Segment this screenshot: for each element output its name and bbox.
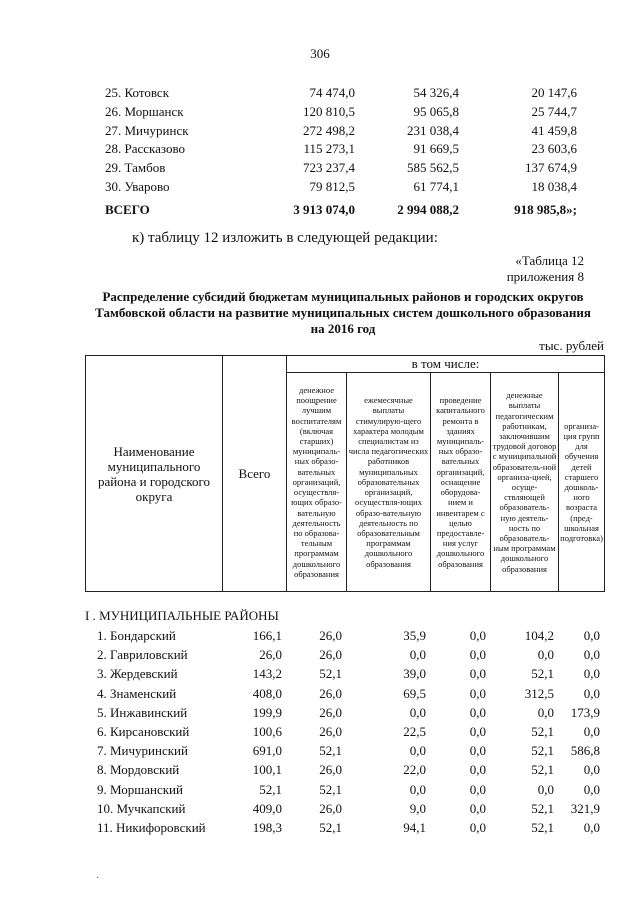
value-cell: 0,0 xyxy=(469,704,486,720)
total-cell: 52,1 xyxy=(259,781,282,797)
district-name: 1. Бондарский xyxy=(97,628,176,643)
district-name: 11. Никифоровский xyxy=(97,820,206,836)
value-cell: 231 038,4 xyxy=(407,122,459,138)
total-cell: 409,0 xyxy=(252,800,282,816)
total-cell: 26,0 xyxy=(259,647,282,663)
value-cell: 0,0 xyxy=(409,704,426,720)
value-cell: 22,0 xyxy=(403,762,426,778)
value-cell: 0,0 xyxy=(583,762,601,778)
value-cell: 52,1 xyxy=(319,781,342,797)
city-name: ВСЕГО xyxy=(105,201,150,217)
value-cell: 0,0 xyxy=(409,781,426,797)
city-name: 27. Мичуринск xyxy=(105,122,189,138)
table-title-line1: Распределение субсидий бюджетам муниципальных районов и городских округов xyxy=(102,289,584,304)
value-cell: 312,5 xyxy=(524,685,554,701)
value-cell: 0,0 xyxy=(409,743,426,759)
value-cell: 137 674,9 xyxy=(525,160,577,176)
value-cell: 585 562,5 xyxy=(407,160,459,176)
value-cell: 0,0 xyxy=(537,781,554,797)
value-cell: 0,0 xyxy=(469,820,486,836)
value-cell: 23 603,6 xyxy=(531,141,577,157)
amendment-instruction: к) таблицу 12 изложить в следующей редакции: xyxy=(132,230,438,246)
value-cell: 26,0 xyxy=(319,704,342,720)
table-row xyxy=(85,664,604,683)
total-cell: 100,6 xyxy=(252,724,282,740)
value-cell: 272 498,2 xyxy=(303,122,355,138)
value-cell: 54 326,4 xyxy=(413,85,459,100)
value-cell: 9,0 xyxy=(409,800,426,816)
table-reference-line2: приложения 8 xyxy=(506,269,584,284)
value-cell: 918 985,8»; xyxy=(514,201,577,217)
value-cell: 0,0 xyxy=(469,647,486,663)
header-including: в том числе: xyxy=(287,356,605,373)
value-cell: 39,0 xyxy=(403,666,426,682)
table-title xyxy=(60,289,626,337)
value-cell: 0,0 xyxy=(583,666,601,682)
table-row xyxy=(85,645,604,664)
section-title: I . МУНИЦИПАЛЬНЫЕ РАЙОНЫ xyxy=(85,608,279,624)
district-name: 3. Жердевский xyxy=(97,666,178,682)
table-row xyxy=(105,159,577,178)
district-name: 10. Мучкапский xyxy=(97,800,186,816)
value-cell: 321,9 xyxy=(570,800,601,816)
value-cell: 52,1 xyxy=(531,820,554,836)
table-row xyxy=(85,722,604,741)
header-sub-column: организа-ция групп для обучения детей старшего дошколь-ного возраста (пред-школьная подготовка) xyxy=(559,373,605,592)
value-cell: 52,1 xyxy=(531,762,554,778)
header-name-column: Наименование муниципального района и городского округа xyxy=(86,356,223,592)
total-cell: 166,1 xyxy=(252,628,282,643)
value-cell: 0,0 xyxy=(537,704,554,720)
value-cell: 0,0 xyxy=(469,743,486,759)
value-cell: 18 038,4 xyxy=(531,178,577,194)
table-reference-line1: «Таблица 12 xyxy=(515,253,584,268)
value-cell: 52,1 xyxy=(319,820,342,836)
value-cell: 74 474,0 xyxy=(309,85,355,100)
table-title-line2: Тамбовской области на развитие муниципальных систем дошкольного образования xyxy=(95,305,591,320)
district-name: 5. Инжавинский xyxy=(97,704,188,720)
table-row xyxy=(105,84,577,103)
header-sub-column: проведение капитального ремонта в зданиях муниципаль-ных образо-вательных организаций, оснащение оборудова-нием и инвентарем с целью предоставле-ния услуг дошкольного образования xyxy=(431,373,491,592)
value-cell: 69,5 xyxy=(403,685,426,701)
city-name: 26. Моршанск xyxy=(105,103,184,119)
value-cell: 95 065,8 xyxy=(413,103,459,119)
total-cell: 100,1 xyxy=(252,762,282,778)
district-name: 4. Знаменский xyxy=(97,685,177,701)
total-row xyxy=(105,197,577,220)
page-number: 306 xyxy=(310,46,330,61)
value-cell: 104,2 xyxy=(524,628,554,643)
district-name: 8. Мордовский xyxy=(97,762,180,778)
value-cell: 22,5 xyxy=(403,724,426,740)
value-cell: 41 459,8 xyxy=(531,122,577,138)
value-cell: 0,0 xyxy=(583,724,601,740)
table-row xyxy=(85,626,604,645)
subsidy-table-body xyxy=(85,606,604,837)
total-cell: 199,9 xyxy=(252,704,282,720)
city-name: 25. Котовск xyxy=(105,85,170,100)
value-cell: 723 237,4 xyxy=(303,160,355,176)
value-cell: 0,0 xyxy=(537,647,554,663)
subsidy-table-header xyxy=(85,355,605,592)
value-cell: 0,0 xyxy=(469,685,486,701)
value-cell: 2 994 088,2 xyxy=(397,201,459,217)
value-cell: 0,0 xyxy=(469,666,486,682)
value-cell: 61 774,1 xyxy=(413,178,459,194)
value-cell: 0,0 xyxy=(469,724,486,740)
table-row xyxy=(105,140,577,159)
value-cell: 26,0 xyxy=(319,724,342,740)
table-row xyxy=(85,799,604,818)
total-cell: 143,2 xyxy=(252,666,282,682)
value-cell: 52,1 xyxy=(531,666,554,682)
value-cell: 0,0 xyxy=(469,628,486,643)
value-cell: 52,1 xyxy=(531,724,554,740)
table-row xyxy=(85,741,604,760)
table-row xyxy=(85,760,604,779)
value-cell: 20 147,6 xyxy=(531,85,577,100)
total-cell: 408,0 xyxy=(252,685,282,701)
header-sub-column: денежное поощрение лучшим воспитателям (включая старших) муниципаль-ных образо-вательных организаций, осуществля-ющих образо-вательную деятельность по образова-тельным программам дошкольного образования xyxy=(287,373,347,592)
value-cell: 25 744,7 xyxy=(531,103,577,119)
value-cell: 26,0 xyxy=(319,800,342,816)
value-cell: 120 810,5 xyxy=(303,103,355,119)
table-row xyxy=(85,780,604,799)
value-cell: 0,0 xyxy=(469,800,486,816)
value-cell: 115 273,1 xyxy=(303,141,355,157)
continuation-table xyxy=(105,84,577,220)
value-cell: 94,1 xyxy=(403,820,426,836)
value-cell: 0,0 xyxy=(409,647,426,663)
total-cell: 691,0 xyxy=(252,743,282,759)
unit-label: тыс. рублей xyxy=(539,338,604,353)
value-cell: 52,1 xyxy=(531,743,554,759)
value-cell: 0,0 xyxy=(583,628,601,643)
value-cell: 0,0 xyxy=(469,781,486,797)
value-cell: 0,0 xyxy=(583,647,601,663)
table-reference xyxy=(507,253,584,285)
city-name: 29. Тамбов xyxy=(105,160,166,176)
table-row xyxy=(85,818,604,837)
city-name: 30. Уварово xyxy=(105,178,170,194)
total-cell: 198,3 xyxy=(252,820,282,836)
table-row xyxy=(105,103,577,122)
value-cell: 3 913 074,0 xyxy=(293,201,355,217)
table-row xyxy=(105,178,577,197)
value-cell: 173,9 xyxy=(570,704,601,720)
value-cell: 0,0 xyxy=(583,685,601,701)
value-cell: 35,9 xyxy=(403,628,426,643)
district-name: 6. Кирсановский xyxy=(97,724,190,740)
stray-mark: · xyxy=(96,873,100,884)
value-cell: 26,0 xyxy=(319,762,342,778)
value-cell: 0,0 xyxy=(583,781,601,797)
value-cell: 0,0 xyxy=(469,762,486,778)
table-row xyxy=(105,122,577,141)
table-title-line3: на 2016 год xyxy=(310,321,376,336)
value-cell: 79 812,5 xyxy=(309,178,355,194)
header-sub-column: денежные выплаты педагогическим работникам, заключившим трудовой договор с муниципальной образователь-ной организа-цией, осуще-ствляющей образователь-ную деятель-ность по образователь-ным программам дошкольного образования xyxy=(491,373,559,592)
value-cell: 26,0 xyxy=(319,685,342,701)
value-cell: 586,8 xyxy=(570,743,601,759)
table-row xyxy=(85,703,604,722)
table-row xyxy=(85,684,604,703)
value-cell: 52,1 xyxy=(319,666,342,682)
value-cell: 26,0 xyxy=(319,628,342,643)
district-name: 9. Моршанский xyxy=(97,781,183,797)
header-sub-column: ежемесячные выплаты стимулирую-щего характера молодым специалистам из числа педагогических работников муниципальных образовательных организаций, осуществля-ющих образо-вательную деятельность по образовательным программам дошкольного образования xyxy=(347,373,431,592)
value-cell: 26,0 xyxy=(319,647,342,663)
value-cell: 52,1 xyxy=(319,743,342,759)
city-name: 28. Рассказово xyxy=(105,141,186,157)
value-cell: 0,0 xyxy=(583,820,601,836)
district-name: 2. Гавриловский xyxy=(97,647,188,663)
value-cell: 91 669,5 xyxy=(413,141,459,157)
district-name: 7. Мичуринский xyxy=(97,743,188,759)
value-cell: 52,1 xyxy=(531,800,554,816)
header-total-column: Всего xyxy=(223,356,287,592)
